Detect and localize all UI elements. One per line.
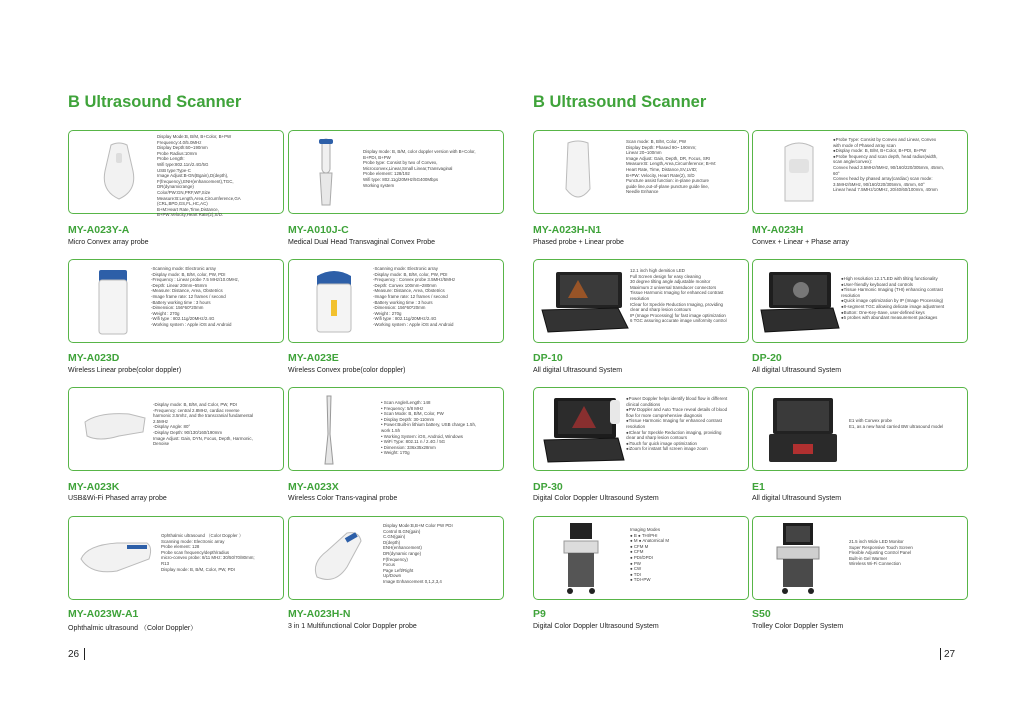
product-spec: Display Mode:B, B/M, B+Color, B+PW Frequency:4.0/5.0MHz Display Depth:60~190mm Probe Radius:10mm Probe Length: Wifi type:802.11n/2.4G/5G USB type:Type-C Image Adjust:B-GN(Bgain),D(depth), F(frequency),ENH(enhancement),TGC, DR(dynamicrange) Color/PW:GN,PRF,WF,Size Measure:B:Length,Area,Circumference,GA (CRL,BPD,GS,FL,HC,AC) B+M:Heart Rate,Time,Distance, B+PW:Velocity,Heart Rate(2),S/D. <box>157 134 241 218</box>
product-model: MY-A023Y-A <box>68 224 130 236</box>
product-card <box>288 130 504 214</box>
product-desc: All digital Ultrasound System <box>752 495 842 502</box>
product-model: MY-A023H <box>752 224 804 236</box>
product-card <box>752 259 968 343</box>
product-desc: Wireless Convex probe(color doppler) <box>288 367 406 374</box>
product-spec: -Display mode: B, B/M, and Color, PW, PDI -Frequency: central 2.8MHz, cardiac reverse harmonic 3.5mhz, and the transcranial fundamental 2.5MHz -Display Angle: 80° -Display Depth: 90/130/160/190mm Image Adjust: Gain, DYN, Focus, Depth, Harmonic, Denoise <box>153 402 254 447</box>
product-spec: Ophthalmic ultrasound （Color Doppler ） Scanning mode: Electronic array Probe element: 128 Probe scan frequency/depth/radius micro-convex probe: 8/11 MHz: 30/50/70/80mm; R13 Display mode: B, B/M, Color, PW, PDI <box>161 533 255 572</box>
product-desc: Micro Convex array probe <box>68 239 149 246</box>
product-card <box>533 387 749 471</box>
product-model: MY-A023W-A1 <box>68 608 139 620</box>
product-desc: Phased probe + Linear probe <box>533 239 624 246</box>
product-spec: 21.5 inch Wide LED Monitor Super Responsive Touch Screen Flexible Adjusting Control Panel Built-in Gel Warmer Wireless Wi-Fi Connection <box>849 539 913 567</box>
page-number-right: 27 <box>944 649 956 660</box>
product-model: MY-A023E <box>288 352 339 364</box>
product-desc: Medical Dual Head Transvaginal Convex Probe <box>288 239 436 246</box>
product-spec: Imaging Modes ● B ● THI/PHI ● M ● Anatomical M ● CFM M ● CFM ● PDI/DPDI ● PW ● CW ● TDI ● TDI+PW <box>630 527 669 583</box>
product-model: MY-A023D <box>68 352 120 364</box>
product-desc: 3 in 1 Multifunctional Color Doppler probe <box>288 623 417 630</box>
product-model: MY-A010J-C <box>288 224 349 236</box>
product-card <box>68 387 284 471</box>
multifunction-probe-icon <box>307 527 367 591</box>
product-desc: Convex + Linear + Phase array <box>752 239 849 246</box>
product-spec: -Scanning mode: Electronic array -Display mode: B, B/M, color, PW, PDI -Frequency : Convex probe 3.5MHz/5MHz -Depth: Convex 100mm~280mm -Measure: Distance, Area, Obstetrics -Image frame rate: 12 frames / second -Battery working time : 3 hours -Dimension: 156*60*20mm -Weight : 270g -Wifi type : 802.11g/20MHz/2.4G -Working system : Apple iOS and Android <box>373 266 456 327</box>
product-model: DP-10 <box>533 352 563 364</box>
product-desc: Wireless Color Trans-vaginal probe <box>288 495 398 502</box>
product-card <box>288 516 504 600</box>
product-card <box>68 130 284 218</box>
product-spec: E1 with Convex probe E1, as a new hand carried BW ultrasound model <box>849 418 944 429</box>
product-spec: Display mode: B, B/M, color doppler version with B+Color, B+PDI, B+PW Probe type: Consist by two of Convex, Microconvex,Linear,Small Linear,Transvaginal Probe element: 128/192 Wifi type: 802.11g/20MHz/5G400Mbps Working system <box>363 149 476 188</box>
trans-vaginal-probe-icon <box>317 394 341 468</box>
page-title-right: B Ultrasound Scanner <box>533 93 707 111</box>
product-spec: ●Probe Type: Consist by Convex and Linear, Convex with mode of Phased array scan ●Display mode: B, B/M, B+Color, B+PDI, B+PW ●Probe frequency and scan depth, head radius(width, scan angle/convex): Convex head 3.5MHz/5MHz, 90/160/220/305mm, 45mm, 60° Convex head by phased array(cardiac) scan mode: 3.5MHz/5MHz, 90/160/220/305mm, 45mm, 60° Linear head 7.5MHz/10MHz, 20/40/60/100mm, 40mm <box>833 137 945 193</box>
product-desc: Trolley Color Doppler System <box>752 623 844 630</box>
product-spec: ●High resolution 12.1"LED with tilting functionality ●User-friendly keyboard and controls ●Tissue Harmonic Imaging (THI) enhancing contrast resolution ●Quick image optimization by IP (Image Processing) ●8-segment TGC allowing delicate image adjustment ●Button: One-Key-Save, user-defined keys ●5 probes with abundant measurement packages <box>841 276 945 321</box>
product-card <box>68 516 284 600</box>
page-number-divider <box>940 648 941 660</box>
page-title-left: B Ultrasound Scanner <box>68 93 242 111</box>
product-model: MY-A023H-N <box>288 608 351 620</box>
linear-probe-icon <box>91 266 135 338</box>
product-model: S50 <box>752 608 771 620</box>
product-card <box>288 259 504 343</box>
product-model: MY-A023H-N1 <box>533 224 602 236</box>
product-spec: ●Power Doppler helps identify blood flow in different clinical conditions ●PW Doppler and Auto Trace reveal details of blood flow for more comprehensive diagnosis ●Tissue Harmonic Imaging for enhanced contrast resolution ●IClear for Speckle Reduction imaging, providing clear and sharp lesion contours ●iTouch for quick image optimization ●iZoom for instant full screen image zoom <box>626 396 728 452</box>
product-card <box>752 516 968 600</box>
product-spec: Display Mode:B,B+M Color PW PDI Control B.GN(gain) C.GN(gain) D(depth) ENH(enhancement) DR(dynamic range) F(frequency) Focus Page Left/Right Up/Down Image Enhancement 0,1,2,3,4 <box>383 523 453 584</box>
portable-ultrasound-icon <box>763 394 843 466</box>
trolley-system-icon <box>556 521 606 597</box>
product-spec: Scan mode: B, B/M, Color, PW Display Depth: Phased 90~ 190mm; Linear 20~100mm Image Adjust: Gain, Depth, DR, Focus, SRI Measure:B: Length,Area,Circumference; B+M: Heart Rate, Time, Distance,SV,LVID; B+PW: Velocity, Heart Rate(2), S/D Puncture assist function: in-plane puncture guide line,out-of-plane puncture guide line, Needle Enhance <box>626 139 717 195</box>
product-desc: Digital Color Doppler Ultrasound System <box>533 623 659 630</box>
doppler-laptop-icon <box>540 394 626 466</box>
product-spec: -Scanning mode: Electronic array -Display mode: B, B/M, color, PW, PDI -Frequency : Linear probe 7.5 MHz/10.0MHz, -Depth: Linear 20mm~55mm -Measure: Distance, Area, Obstetrics -Image frame rate: 12 frames / second -Battery working time : 3 hours -Dimension: 156*60*20mm -Weight : 270g -Wifi type : 802.11g/20MHz/2.4G -Working system : Apple iOS and Android <box>151 266 240 327</box>
ophthalmic-probe-icon <box>77 533 157 583</box>
laptop-ultrasound-icon <box>538 270 630 336</box>
product-card <box>533 516 749 600</box>
product-card <box>533 130 749 214</box>
product-desc: All digital Ultrasound System <box>533 367 623 374</box>
product-model: P9 <box>533 608 546 620</box>
product-desc: Wireless Linear probe(color doppler) <box>68 367 182 374</box>
product-model: MY-A023X <box>288 481 339 493</box>
product-model: MY-A023K <box>68 481 120 493</box>
transvaginal-probe-icon <box>311 137 341 209</box>
product-card <box>533 259 749 343</box>
product-card <box>752 130 968 214</box>
phased-array-probe-icon <box>79 402 151 452</box>
product-spec: 12.1 inch high demition LED Full Screen design for easy cleaning 30 degree tilting angle adjustable monitor Maximum 2 universal transducer connectors Tissue Harmonic Imaging for enhanced contrast resolution IClear for Speckle Reduction Imaging, providing clear and sharp lesion contours IP (Image Processing) for fast image optimization 6 TGC assuring accurate image uniformity control <box>630 268 727 324</box>
micro-convex-probe-icon <box>89 141 149 203</box>
product-desc: Ophthalmic ultrasound （Color Doppler） <box>68 625 198 632</box>
product-spec: • Scan Angle/Length: 148 • Frequency: 5/8 MHz • Scan Mode: B, B/M, Color, PW • Display Depth: 30-110mm • Power:Built-in lithium battery, USB charge 1.5h, work 1.5h • Working System: iOS, Android, Windows • WiFi Type: 802.11 n / 2.4G / 5G • Dimension: 336x35x28mm • Weight: 170g <box>381 400 477 456</box>
page-number-left: 26 <box>68 649 80 660</box>
product-card <box>288 387 504 471</box>
product-desc: Digital Color Doppler Ultrasound System <box>533 495 659 502</box>
product-card <box>68 259 284 343</box>
convex-probe-icon <box>309 266 359 338</box>
page-number-divider <box>84 648 85 660</box>
product-model: DP-30 <box>533 481 563 493</box>
trolley-system-icon <box>771 521 827 597</box>
laptop-ultrasound-icon <box>757 270 841 336</box>
three-head-probe-icon <box>777 137 821 209</box>
product-card <box>752 387 968 471</box>
product-model: DP-20 <box>752 352 782 364</box>
product-desc: All digital Ultrasound System <box>752 367 842 374</box>
product-desc: USB&Wi-Fi Phased array probe <box>68 495 167 502</box>
product-model: E1 <box>752 481 765 493</box>
phased-linear-probe-icon <box>558 139 598 209</box>
